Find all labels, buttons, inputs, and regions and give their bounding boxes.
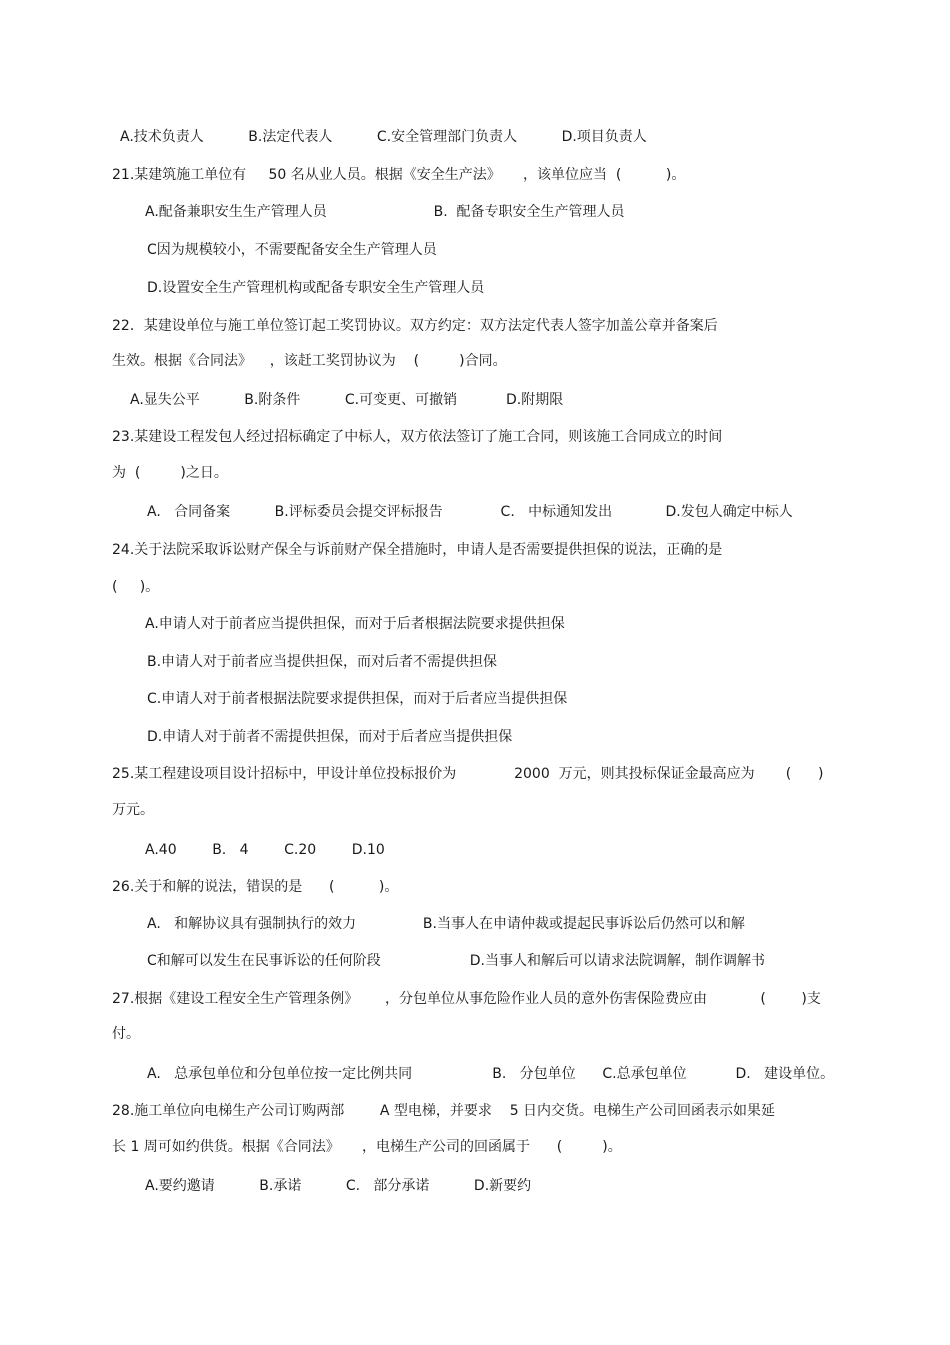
q26-options-ab: A. 和解协议具有强制执行的效力 B.当事人在申请仲裁或提起民事诉讼后仍然可以和解 (147, 916, 745, 932)
q24-stem-line2: ( )。 (112, 579, 160, 595)
q27-stem-line1: 27.根据《建设工程安全生产管理条例》 ，分包单位从事危险作业人员的意外伤害保险费应由 ( )支 (112, 991, 821, 1007)
q25-stem-line1: 25.某工程建设项目设计招标中，甲设计单位投标报价为 2000 万元，则其投标保证金最高应为 ( ) (112, 766, 824, 782)
q22-options: A.显失公平 B.附条件 C.可变更、可撤销 D.附期限 (130, 392, 564, 408)
q28-options: A.要约邀请 B.承诺 C. 部分承诺 D.新要约 (145, 1178, 532, 1194)
q26-stem: 26.关于和解的说法，错误的是 ( )。 (112, 879, 399, 895)
q20-options: A.技术负责人 B.法定代表人 C.安全管理部门负责人 D.项目负责人 (120, 129, 647, 145)
q21-stem: 21.某建筑施工单位有 50 名从业人员。根据《安全生产法》 ，该单位应当 ( )。 (112, 167, 686, 183)
q24-option-b: B.申请人对于前者应当提供担保，而对后者不需提供担保 (147, 654, 498, 670)
q27-options: A. 总承包单位和分包单位按一定比例共同 B. 分包单位 C.总承包单位 D. 建设单位。 (147, 1066, 835, 1082)
q28-stem-line1: 28.施工单位向电梯生产公司订购两部 A 型电梯，并要求 5 日内交货。电梯生产公司回函表示如果延 (112, 1103, 776, 1119)
q23-stem-line1: 23.某建设工程发包人经过招标确定了中标人，双方依法签订了施工合同，则该施工合同成立的时间 (112, 429, 723, 445)
q24-stem-line1: 24.关于法院采取诉讼财产保全与诉前财产保全措施时，申请人是否需要提供担保的说法，正确的是 (112, 542, 723, 558)
q24-option-c: C.申请人对于前者根据法院要求提供担保，而对于后者应当提供担保 (147, 691, 568, 707)
q24-option-a: A.申请人对于前者应当提供担保，而对于后者根据法院要求提供担保 (145, 616, 565, 632)
q22-stem-line2: 生效。根据《合同法》 ，该赶工奖罚协议为 ( )合同。 (112, 353, 507, 369)
q21-option-c: C因为规模较小，不需要配备安全生产管理人员 (147, 242, 437, 258)
q23-stem-line2: 为 ( )之日。 (112, 465, 228, 481)
q21-options-ab: A.配备兼职安生生产管理人员 B. 配备专职安全生产管理人员 (145, 204, 625, 220)
q21-option-d: D.设置安全生产管理机构或配备专职安全生产管理人员 (147, 280, 485, 296)
q25-stem-line2: 万元。 (112, 802, 154, 818)
q28-stem-line2: 长 1 周可如约供货。根据《合同法》 ，电梯生产公司的回函属于 ( )。 (112, 1139, 622, 1155)
q24-option-d: D.申请人对于前者不需提供担保，而对于后者应当提供担保 (147, 729, 513, 745)
q26-options-cd: C和解可以发生在民事诉讼的任何阶段 D.当事人和解后可以请求法院调解，制作调解书 (147, 953, 766, 969)
q23-options: A. 合同备案 B.评标委员会提交评标报告 C. 中标通知发出 D.发包人确定中标人 (147, 504, 793, 520)
q25-options: A.40 B. 4 C.20 D.10 (145, 842, 385, 858)
q27-stem-line2: 付。 (112, 1026, 140, 1042)
q22-stem-line1: 22．某建设单位与施工单位签订起工奖罚协议。双方约定：双方法定代表人签字加盖公章并备案后 (112, 318, 718, 334)
